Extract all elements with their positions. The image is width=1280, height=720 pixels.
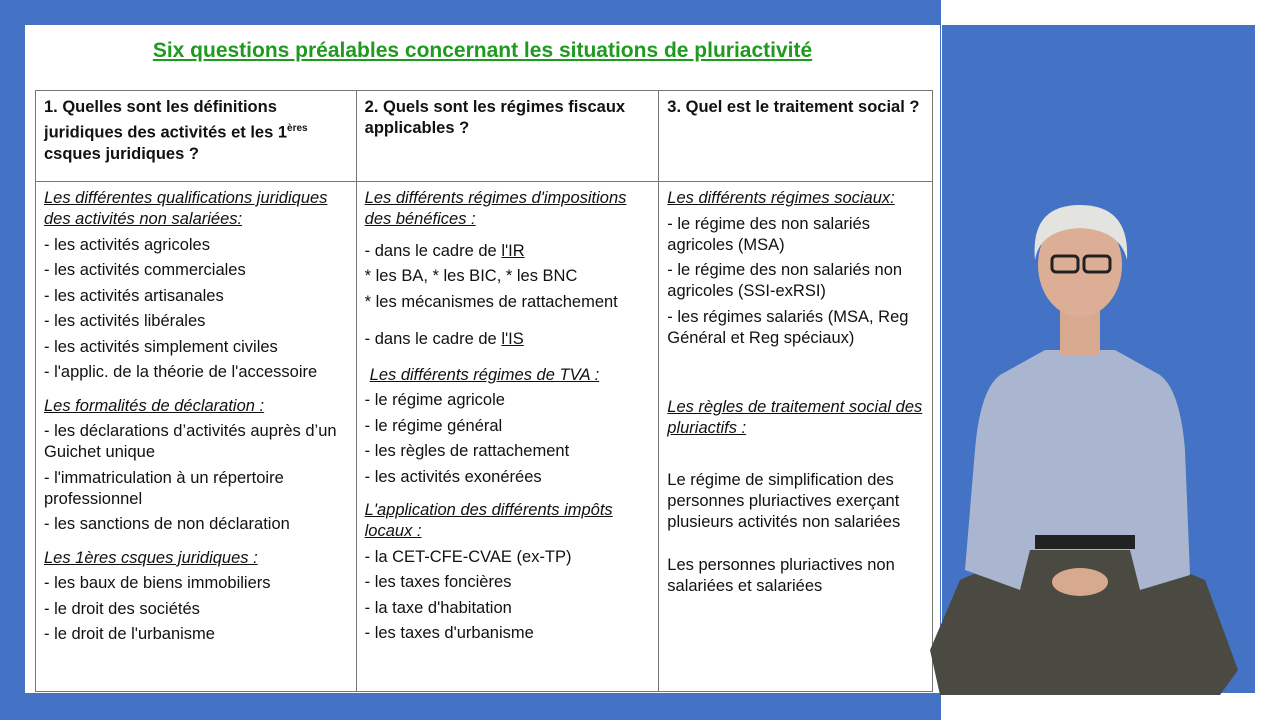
- header-col-3: 3. Quel est le traitement social ?: [659, 91, 933, 182]
- list-item: - les activités exonérées: [364, 467, 542, 486]
- is-link[interactable]: l'IS: [501, 330, 524, 348]
- list-item: - les activités commerciales: [44, 261, 246, 279]
- list: [667, 214, 924, 349]
- list-item: - la taxe d'habitation: [364, 598, 512, 617]
- section-title: Les différents régimes de TVA :: [369, 365, 600, 384]
- list-item: - les règles de rattachement: [364, 442, 570, 460]
- col-1-body: [36, 182, 357, 692]
- list-item: - la CET-CFE-CVAE (ex-TP): [364, 547, 572, 566]
- section-title: Les 1ères csques juridiques :: [44, 548, 258, 567]
- section-title: Les formalités de déclaration :: [44, 396, 265, 415]
- list-item: - les activités simplement civiles: [44, 337, 278, 356]
- ir-line: [365, 241, 651, 262]
- list-item: * les mécanismes de rattachement: [364, 292, 618, 311]
- section-title: Les différents régimes d'impositions des bénéfices :: [364, 189, 627, 228]
- list: [365, 547, 651, 645]
- col-2-body: [356, 182, 659, 692]
- section-title: L'application des différents impôts locaux :: [364, 501, 613, 540]
- presenter-image: [920, 150, 1240, 695]
- is-prefix: - dans le cadre de: [364, 330, 502, 348]
- ir-prefix: - dans le cadre de: [364, 241, 502, 260]
- list-item: - le régime agricole: [364, 391, 505, 409]
- header-col-2: 2. Quels sont les régimes fiscaux applicables ?: [356, 91, 659, 182]
- header-sup: ères: [287, 123, 308, 134]
- list-item: - le droit de l'urbanisme: [44, 625, 215, 643]
- list-item: - les régimes salariés (MSA, Reg Général et Reg spéciaux): [667, 307, 909, 347]
- is-line: [365, 329, 651, 350]
- list-item: - les déclarations d’activités auprès d’un Guichet unique: [44, 422, 337, 461]
- header-col-1: [36, 91, 357, 182]
- list-item: - le régime des non salariés non agricoles (SSI-exRSI): [667, 261, 903, 300]
- slide-title: Six questions préalables concernant les situations de pluriactivité: [152, 39, 813, 62]
- list-item: - l'applic. de la théorie de l'accessoire: [44, 363, 318, 381]
- questions-table: [35, 90, 933, 692]
- list-item: * les BA, * les BIC, * les BNC: [364, 267, 578, 285]
- section-title: Les différentes qualifications juridiques des activités non salariées:: [44, 189, 328, 228]
- list: [44, 573, 348, 645]
- header-text: 1. Quelles sont les définitions juridiques des activités et les 1: [44, 98, 288, 142]
- list-item: - le régime général: [364, 416, 503, 435]
- list-item: - les baux de biens immobiliers: [44, 574, 271, 592]
- section-title: Les différents régimes sociaux:: [667, 189, 895, 207]
- list-item: - le droit des sociétés: [44, 599, 200, 618]
- list-item: - les taxes d'urbanisme: [364, 624, 534, 642]
- list-item: - les activités agricoles: [44, 235, 210, 254]
- list-item: - les activités artisanales: [44, 286, 224, 305]
- section-title: Les règles de traitement social des pluriactifs :: [667, 398, 923, 437]
- list: [44, 235, 348, 384]
- list-item: - les activités libérales: [44, 312, 206, 330]
- list: [365, 390, 651, 488]
- list-item: - le régime des non salariés agricoles (MSA): [667, 214, 870, 254]
- paragraph: Les personnes pluriactives non salariées et salariées: [667, 556, 895, 595]
- col-3-body: [659, 182, 933, 692]
- list: [44, 421, 348, 535]
- header-text: csques juridiques ?: [44, 144, 199, 163]
- list-item: - les sanctions de non déclaration: [44, 515, 290, 533]
- list-item: - l'immatriculation à un répertoire professionnel: [44, 468, 284, 508]
- list-item: - les taxes foncières: [364, 573, 512, 591]
- slide: [25, 25, 940, 693]
- ir-link[interactable]: l'IR: [501, 241, 525, 260]
- paragraph: Le régime de simplification des personnes pluriactives exerçant plusieurs activités non salariées: [667, 470, 901, 531]
